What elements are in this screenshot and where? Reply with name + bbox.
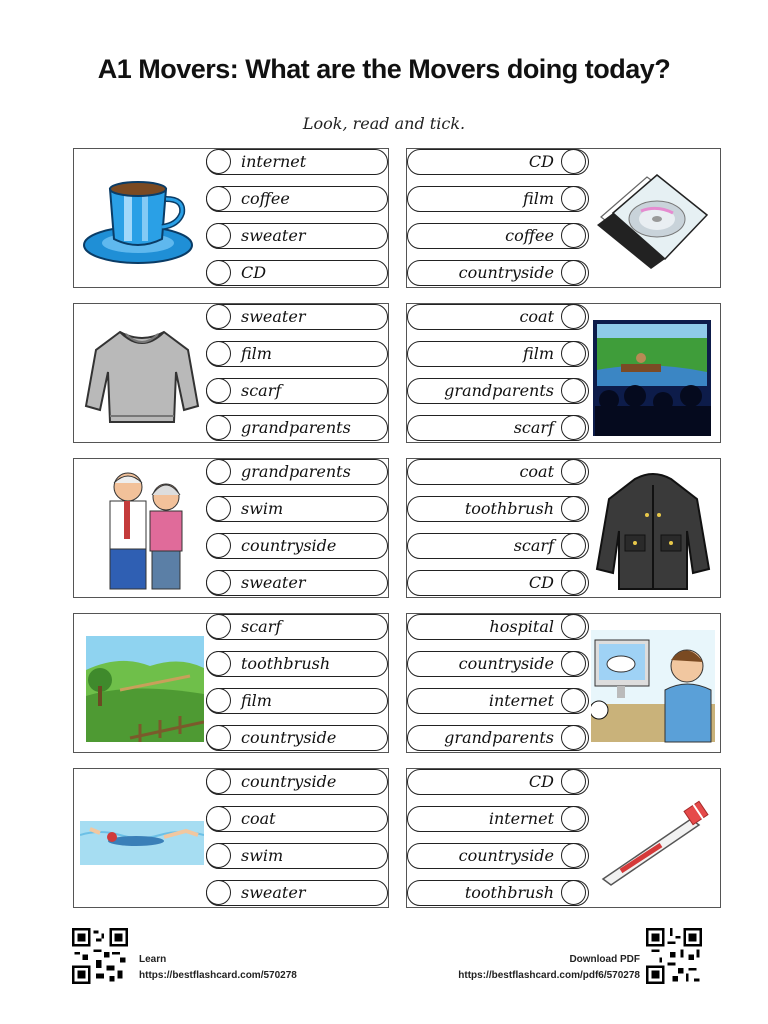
option-pill: countryside	[407, 651, 589, 677]
exercise-box-swim	[73, 768, 389, 908]
option-pill: sweater	[206, 570, 388, 596]
option-pill: internet	[206, 149, 388, 175]
tick-circle[interactable]	[561, 688, 586, 713]
footer	[0, 928, 768, 988]
tick-circle[interactable]	[561, 651, 586, 676]
tick-circle[interactable]	[561, 880, 586, 905]
option-pill: CD	[206, 260, 388, 286]
option-pill: film	[206, 688, 388, 714]
tick-circle[interactable]	[206, 570, 231, 595]
tick-circle[interactable]	[206, 843, 231, 868]
exercise-box-cup-of-coffee	[73, 148, 389, 288]
option-pill: internet	[407, 806, 589, 832]
option-pill: CD	[407, 769, 589, 795]
option-pill: swim	[206, 843, 388, 869]
option-pill: film	[206, 341, 388, 367]
tick-circle[interactable]	[206, 304, 231, 329]
option-pill: coffee	[206, 186, 388, 212]
tick-circle[interactable]	[206, 725, 231, 750]
tick-circle[interactable]	[561, 415, 586, 440]
option-pill: sweater	[206, 304, 388, 330]
tick-circle[interactable]	[206, 496, 231, 521]
option-pill: coat	[407, 459, 589, 485]
tick-circle[interactable]	[561, 843, 586, 868]
option-pill: coffee	[407, 223, 589, 249]
option-pill: sweater	[206, 223, 388, 249]
grandparents-picture	[80, 465, 204, 591]
tick-circle[interactable]	[206, 688, 231, 713]
tick-circle[interactable]	[561, 769, 586, 794]
option-pill: scarf	[407, 533, 589, 559]
option-pill: internet	[407, 688, 589, 714]
toothbrush-picture	[591, 775, 715, 901]
countryside-picture	[80, 620, 204, 746]
learn-qr-code-icon[interactable]	[72, 928, 128, 984]
exercise-box-film	[406, 303, 721, 443]
exercise-box-grandparents	[73, 458, 389, 598]
learn-label: Learn	[139, 954, 167, 965]
tick-circle[interactable]	[561, 725, 586, 750]
option-pill: CD	[407, 570, 589, 596]
option-pill: scarf	[407, 415, 589, 441]
boy-using-internet-picture	[591, 620, 715, 746]
coat-picture	[591, 465, 715, 591]
option-pill: grandparents	[407, 725, 589, 751]
tick-circle[interactable]	[206, 769, 231, 794]
tick-circle[interactable]	[561, 378, 586, 403]
option-pill: film	[407, 341, 589, 367]
tick-circle[interactable]	[561, 533, 586, 558]
tick-circle[interactable]	[206, 880, 231, 905]
tick-circle[interactable]	[561, 496, 586, 521]
download-qr-code-icon[interactable]	[646, 928, 702, 984]
tick-circle[interactable]	[206, 186, 231, 211]
tick-circle[interactable]	[561, 570, 586, 595]
tick-circle[interactable]	[561, 186, 586, 211]
tick-circle[interactable]	[561, 260, 586, 285]
option-pill: grandparents	[407, 378, 589, 404]
download-link[interactable]: https://bestflashcard.com/pdf6/570278	[458, 970, 640, 981]
tick-circle[interactable]	[206, 533, 231, 558]
option-pill: grandparents	[206, 459, 388, 485]
tick-circle[interactable]	[206, 260, 231, 285]
tick-circle[interactable]	[561, 341, 586, 366]
exercise-box-coat	[406, 458, 721, 598]
option-pill: coat	[206, 806, 388, 832]
option-pill: countryside	[407, 260, 589, 286]
exercise-box-countryside	[73, 613, 389, 753]
tick-circle[interactable]	[561, 806, 586, 831]
page-title: A1 Movers: What are the Movers doing today?	[97, 54, 671, 84]
exercise-box-sweater	[73, 303, 389, 443]
cinema-film-picture	[591, 310, 715, 436]
download-label: Download PDF	[569, 954, 640, 965]
tick-circle[interactable]	[561, 149, 586, 174]
tick-circle[interactable]	[561, 223, 586, 248]
exercise-box-cd	[406, 148, 721, 288]
instruction: Look, read and tick.	[302, 114, 466, 133]
exercise-box-toothbrush	[406, 768, 721, 908]
option-pill: scarf	[206, 614, 388, 640]
option-pill: toothbrush	[407, 496, 589, 522]
tick-circle[interactable]	[561, 304, 586, 329]
tick-circle[interactable]	[206, 378, 231, 403]
tick-circle[interactable]	[206, 341, 231, 366]
option-pill: film	[407, 186, 589, 212]
option-pill: scarf	[206, 378, 388, 404]
swimmer-picture	[80, 775, 204, 901]
tick-circle[interactable]	[206, 459, 231, 484]
option-pill: grandparents	[206, 415, 388, 441]
learn-link[interactable]: https://bestflashcard.com/570278	[139, 970, 297, 981]
tick-circle[interactable]	[206, 651, 231, 676]
cup-of-coffee-picture	[80, 155, 204, 281]
cd-case-picture	[591, 155, 715, 281]
tick-circle[interactable]	[206, 149, 231, 174]
option-pill: countryside	[206, 725, 388, 751]
option-pill: countryside	[407, 843, 589, 869]
option-pill: swim	[206, 496, 388, 522]
option-pill: sweater	[206, 880, 388, 906]
tick-circle[interactable]	[206, 415, 231, 440]
tick-circle[interactable]	[561, 614, 586, 639]
option-pill: toothbrush	[407, 880, 589, 906]
tick-circle[interactable]	[206, 806, 231, 831]
option-pill: countryside	[206, 769, 388, 795]
sweater-picture	[80, 310, 204, 436]
tick-circle[interactable]	[206, 223, 231, 248]
option-pill: toothbrush	[206, 651, 388, 677]
exercise-box-internet	[406, 613, 721, 753]
option-pill: CD	[407, 149, 589, 175]
option-pill: countryside	[206, 533, 388, 559]
option-pill: hospital	[407, 614, 589, 640]
tick-circle[interactable]	[561, 459, 586, 484]
option-pill: coat	[407, 304, 589, 330]
tick-circle[interactable]	[206, 614, 231, 639]
